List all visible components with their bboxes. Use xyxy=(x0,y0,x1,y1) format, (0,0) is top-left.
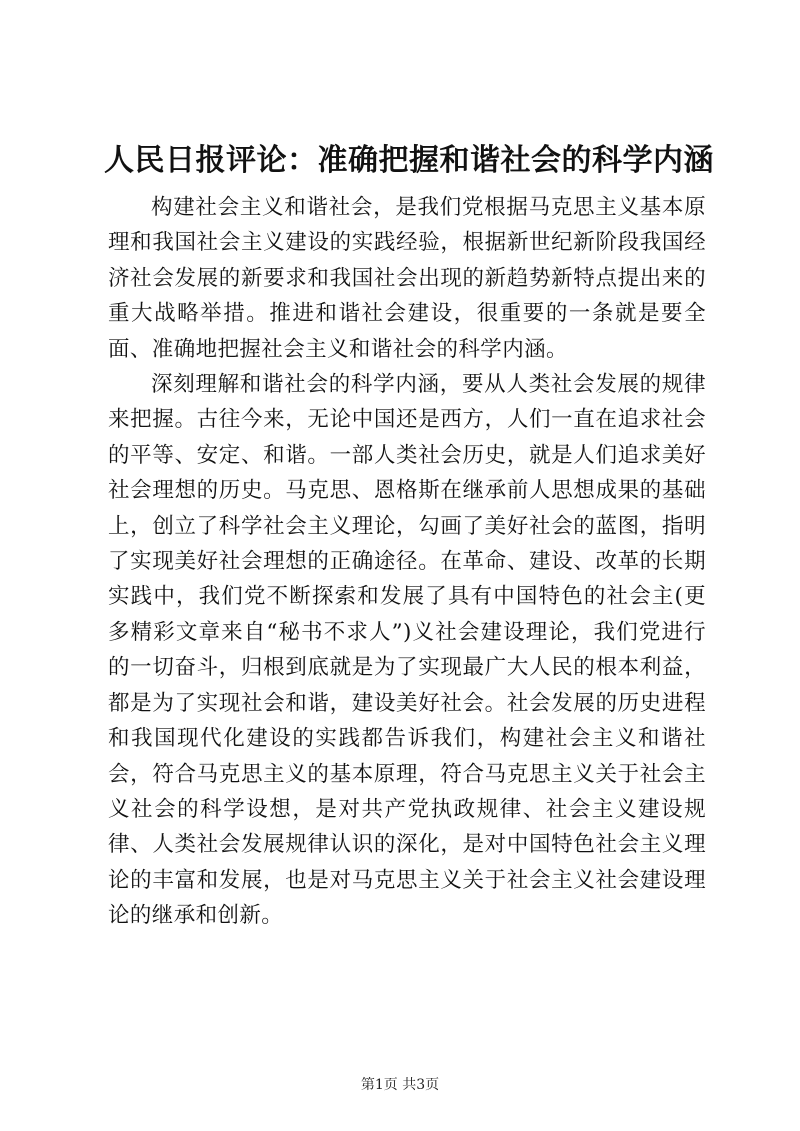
paragraph-2: 深刻理解和谐社会的科学内涵，要从人类社会发展的规律来把握。古往今来，无论中国还是西方，人们一直在追求社会的平等、安定、和谐。一部人类社会历史，就是人们追求美好社会理想的历史。马克思、恩格斯在继承前人思想成果的基础上，创立了科学社会主义理论，勾画了美好社会的蓝图，指明了实现美好社会理想的正确途径。在革命、建设、改革的长期实践中，我们党不断探索和发展了具有中国特色的社会主(更多精彩文章来自“秘书不求人”)义社会建设理论，我们党进行的一切奋斗，归根到底就是为了实现最广大人民的根本利益，都是为了实现社会和谐，建设美好社会。社会发展的历史进程和我国现代化建设的实践都告诉我们，构建社会主义和谐社会，符合马克思主义的基本原理，符合马克思主义关于社会主义社会的科学设想，是对共产党执政规律、社会主义建设规律、人类社会发展规律认识的深化，是对中国特色社会主义理论的丰富和发展，也是对马克思主义关于社会主义社会建设理论的继承和创新。 xyxy=(108,372,706,929)
page-footer: 第1页 共3页 xyxy=(360,1077,440,1093)
paragraph-1: 构建社会主义和谐社会，是我们党根据马克思主义基本原理和我国社会主义建设的实践经验，根据新世纪新阶段我国经济社会发展的新要求和我国社会出现的新趋势新特点提出来的重大战略举措。推进和谐社会建设，很重要的一条就是要全面、准确地把握社会主义和谐社会的科学内涵。 xyxy=(108,195,706,362)
page-title: 人民日报评论：准确把握和谐社会的科学内涵 xyxy=(104,143,714,178)
article-body xyxy=(108,190,706,934)
